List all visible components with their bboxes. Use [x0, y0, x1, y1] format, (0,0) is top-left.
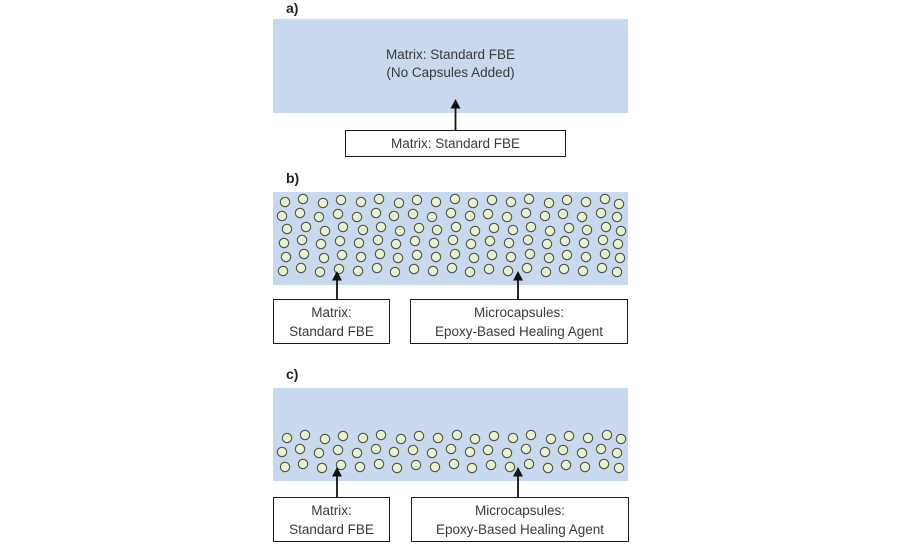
microcapsule	[487, 250, 496, 259]
callout-microcapsules-b-line2: Epoxy-Based Healing Agent	[434, 323, 604, 339]
microcapsule	[614, 199, 623, 208]
microcapsule	[333, 209, 342, 218]
microcapsule	[600, 194, 609, 203]
microcapsule	[427, 212, 436, 221]
microcapsule	[336, 195, 345, 204]
microcapsule	[543, 463, 552, 472]
microcapsule	[470, 226, 479, 235]
microcapsule	[373, 235, 382, 244]
microcapsule	[374, 459, 383, 468]
microcapsule	[504, 238, 513, 247]
microcapsule	[597, 263, 606, 272]
microcapsule	[281, 252, 290, 261]
microcapsule	[336, 460, 345, 469]
microcapsule	[489, 223, 498, 232]
panel-label-b: b)	[286, 170, 300, 186]
microcapsule	[334, 264, 343, 273]
microcapsule	[355, 462, 364, 471]
callout-matrix-c-line2: Standard FBE	[289, 521, 374, 537]
microcapsule	[615, 253, 624, 262]
microcapsule	[601, 222, 610, 231]
microcapsule	[277, 211, 286, 220]
microcapsule	[596, 444, 605, 453]
microcapsule	[371, 208, 380, 217]
microcapsule	[526, 430, 535, 439]
callout-matrix-a-line1: Matrix: Standard FBE	[390, 136, 521, 151]
microcapsule	[395, 226, 404, 235]
microcapsule	[296, 263, 305, 272]
microcapsule	[389, 447, 398, 456]
microcapsule	[295, 208, 304, 217]
microcapsule	[484, 264, 493, 273]
microcapsule	[483, 445, 492, 454]
microcapsule	[558, 445, 567, 454]
microcapsule	[298, 459, 307, 468]
microcapsule	[545, 226, 554, 235]
microcapsule	[521, 208, 530, 217]
microcapsule	[486, 460, 495, 469]
microcapsule	[282, 433, 291, 442]
matrix-rect-b	[273, 192, 628, 285]
microcapsule	[544, 253, 553, 262]
microcapsule	[317, 463, 326, 472]
microcapsule	[374, 194, 383, 203]
microcapsule	[295, 444, 304, 453]
microcapsule	[431, 252, 440, 261]
microcapsule	[300, 430, 309, 439]
microcapsule	[428, 266, 437, 275]
microcapsule	[358, 433, 367, 442]
microcapsule	[561, 460, 570, 469]
microcapsule	[522, 263, 531, 272]
microcapsule	[560, 236, 569, 245]
capsules-layer-b	[273, 192, 628, 285]
microcapsule	[487, 195, 496, 204]
microcapsule	[431, 197, 440, 206]
microcapsule	[599, 459, 608, 468]
microcapsule	[299, 249, 308, 258]
microcapsule	[411, 460, 420, 469]
callout-microcapsules-b	[410, 299, 628, 344]
callout-microcapsules-c-line2: Epoxy-Based Healing Agent	[435, 521, 605, 537]
microcapsule	[412, 250, 421, 259]
microcapsule	[414, 223, 423, 232]
microcapsule	[559, 264, 568, 273]
microcapsule	[564, 223, 573, 232]
microcapsule	[450, 194, 459, 203]
matrix-rect-a	[273, 19, 628, 113]
microcapsule	[506, 252, 515, 261]
microcapsule	[448, 235, 457, 244]
microcapsule	[320, 434, 329, 443]
matrix-a-caption-line2: (No Capsules Added)	[386, 65, 515, 80]
microcapsule	[282, 224, 291, 233]
microcapsule	[483, 209, 492, 218]
microcapsule	[506, 197, 515, 206]
microcapsule	[314, 448, 323, 457]
microcapsule	[335, 236, 344, 245]
microcapsule	[612, 448, 621, 457]
callout-matrix-c	[273, 497, 390, 542]
microcapsule	[524, 459, 533, 468]
microcapsule	[394, 198, 403, 207]
microcapsule	[600, 249, 609, 258]
microcapsule	[298, 194, 307, 203]
microcapsule	[376, 222, 385, 231]
microcapsule	[278, 266, 287, 275]
microcapsule	[446, 208, 455, 217]
microcapsule	[358, 225, 367, 234]
microcapsule	[579, 238, 588, 247]
callout-matrix-b-line2: Standard FBE	[289, 323, 374, 339]
microcapsule	[447, 263, 456, 272]
microcapsule	[614, 463, 623, 472]
microcapsule	[392, 463, 401, 472]
microcapsule	[430, 462, 439, 471]
microcapsule	[352, 448, 361, 457]
microcapsule	[353, 266, 362, 275]
microcapsule	[503, 266, 512, 275]
microcapsule	[502, 212, 511, 221]
microcapsule	[427, 448, 436, 457]
microcapsule	[414, 431, 423, 440]
microcapsule	[540, 211, 549, 220]
microcapsule	[508, 433, 517, 442]
microcapsule	[356, 252, 365, 261]
microcapsule	[277, 447, 286, 456]
microcapsule	[375, 249, 384, 258]
microcapsule	[390, 267, 399, 276]
microcapsule	[376, 430, 385, 439]
microcapsule	[564, 431, 573, 440]
microcapsule	[410, 236, 419, 245]
microcapsule	[613, 239, 622, 248]
microcapsule	[280, 462, 289, 471]
microcapsule	[433, 433, 442, 442]
microcapsule	[542, 239, 551, 248]
panel-label-c: c)	[286, 366, 299, 382]
callout-microcapsules-c-line1: Microcapsules:	[474, 502, 566, 518]
microcapsule	[583, 433, 592, 442]
microcapsule	[279, 238, 288, 247]
microcapsule	[616, 434, 625, 443]
microcapsule	[541, 267, 550, 276]
microcapsule	[469, 253, 478, 262]
microcapsule	[540, 447, 549, 456]
microcapsule	[449, 459, 458, 468]
microcapsule	[577, 212, 586, 221]
microcapsule	[354, 238, 363, 247]
microcapsule	[297, 235, 306, 244]
microcapsule	[577, 448, 586, 457]
microcapsule	[546, 434, 555, 443]
microcapsule	[446, 444, 455, 453]
microcapsule	[315, 267, 324, 276]
microcapsule	[544, 198, 553, 207]
microcapsule	[393, 253, 402, 262]
microcapsule	[466, 239, 475, 248]
microcapsule	[396, 434, 405, 443]
microcapsule	[450, 249, 459, 258]
microcapsule	[562, 250, 571, 259]
microcapsule	[280, 197, 289, 206]
callout-matrix-b-line1: Matrix:	[311, 304, 352, 320]
microcapsule	[408, 445, 417, 454]
microcapsule	[558, 209, 567, 218]
microcapsule	[356, 197, 365, 206]
microcapsule	[319, 253, 328, 262]
microcapsule	[578, 266, 587, 275]
microcapsule	[612, 212, 621, 221]
microcapsule	[432, 225, 441, 234]
callout-microcapsules-b-line1: Microcapsules:	[473, 304, 565, 320]
microcapsule	[452, 430, 461, 439]
microcapsule	[467, 463, 476, 472]
microcapsule	[408, 209, 417, 218]
microcapsule	[318, 198, 327, 207]
microcapsule	[582, 225, 591, 234]
callout-matrix-b	[273, 299, 390, 344]
microcapsule	[371, 444, 380, 453]
microcapsule	[301, 222, 310, 231]
microcapsule	[389, 211, 398, 220]
microcapsule	[616, 226, 625, 235]
microcapsule	[505, 462, 514, 471]
microcapsule	[391, 239, 400, 248]
microcapsule	[525, 249, 534, 258]
microcapsule	[508, 225, 517, 234]
microcapsule	[352, 212, 361, 221]
microcapsule	[598, 235, 607, 244]
matrix-a-caption-line1: Matrix: Standard FBE	[385, 47, 516, 62]
microcapsule	[526, 222, 535, 231]
microcapsule	[429, 238, 438, 247]
microcapsule	[338, 431, 347, 440]
microcapsule	[316, 239, 325, 248]
matrix-rect-c	[273, 388, 628, 481]
microcapsule	[372, 263, 381, 272]
microcapsule	[468, 198, 477, 207]
microcapsule	[470, 434, 479, 443]
microcapsule	[489, 431, 498, 440]
microcapsule	[523, 235, 532, 244]
capsules-layer-c	[273, 388, 628, 481]
callout-matrix-c-line1: Matrix:	[311, 502, 352, 518]
microcapsule	[409, 264, 418, 273]
microcapsule	[581, 252, 590, 261]
callout-matrix-a	[345, 130, 566, 157]
microcapsule	[612, 267, 621, 276]
microcapsule	[521, 444, 530, 453]
matrix-a-caption	[273, 19, 628, 113]
microcapsule	[580, 462, 589, 471]
microcapsule	[485, 236, 494, 245]
microcapsule	[320, 226, 329, 235]
callout-microcapsules-c	[411, 497, 629, 542]
microcapsule	[502, 448, 511, 457]
panel-label-a: a)	[286, 0, 299, 16]
microcapsule	[581, 197, 590, 206]
microcapsule	[465, 211, 474, 220]
microcapsule	[337, 250, 346, 259]
microcapsule	[412, 195, 421, 204]
microcapsule	[314, 212, 323, 221]
microcapsule	[451, 222, 460, 231]
microcapsule	[562, 195, 571, 204]
microcapsule	[465, 447, 474, 456]
microcapsule	[465, 267, 474, 276]
microcapsule	[596, 208, 605, 217]
microcapsule	[333, 445, 342, 454]
microcapsule	[338, 222, 347, 231]
microcapsule	[524, 194, 533, 203]
microcapsule	[602, 430, 611, 439]
